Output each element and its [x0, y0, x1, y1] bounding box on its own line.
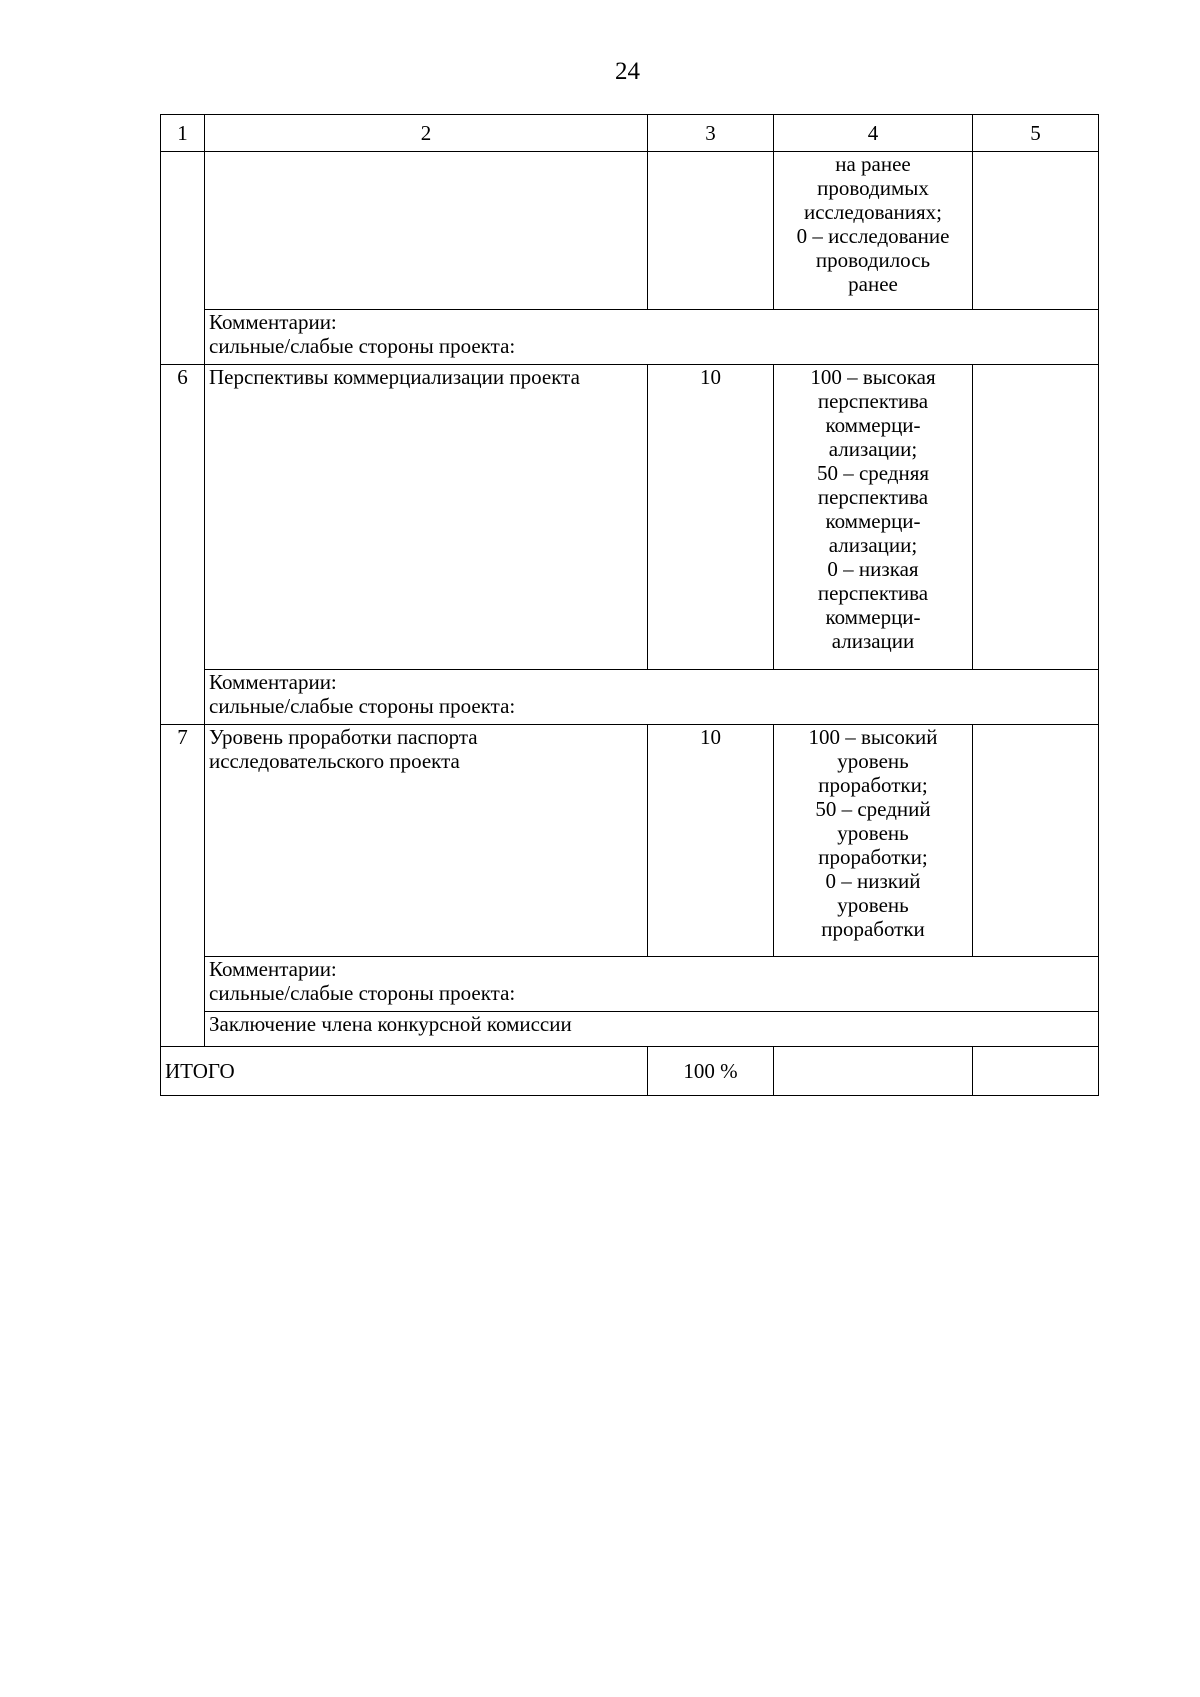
conclusion-cell[interactable]: Заключение члена конкурсной комиссии [205, 1012, 1099, 1047]
criterion-name-cell: Перспективы коммерциализации проекта [205, 365, 648, 670]
total-weight: 100 % [648, 1047, 774, 1096]
table-row [161, 725, 1099, 957]
comment-cell[interactable]: Комментарии: сильные/слабые стороны проекта: [205, 670, 1099, 725]
page-number: 24 [615, 58, 640, 85]
comment-row [161, 310, 1099, 365]
evaluation-table [160, 114, 1099, 1096]
total-score-cell[interactable] [973, 1047, 1099, 1096]
comment-cell[interactable]: Комментарии: сильные/слабые стороны проекта: [205, 310, 1099, 365]
comment-row [161, 957, 1099, 1012]
total-scale-cell [774, 1047, 973, 1096]
header-col-2: 2 [205, 115, 648, 152]
total-label: ИТОГО [161, 1047, 648, 1096]
table-header-row [161, 115, 1099, 152]
weight-cell: 10 [648, 365, 774, 670]
comment-row [161, 670, 1099, 725]
scale-cell: 100 – высокая перспектива коммерци- ализации; 50 – средняя перспектива коммерци- ализации; 0 – низкая перспектива коммерци- ализации [774, 365, 973, 670]
header-col-4: 4 [774, 115, 973, 152]
scale-cell: 100 – высокий уровень проработки; 50 – средний уровень проработки; 0 – низкий уровень проработки [774, 725, 973, 957]
weight-cell [648, 152, 774, 310]
table-row [161, 365, 1099, 670]
criterion-name-cell: Уровень проработки паспорта исследовательского проекта [205, 725, 648, 957]
score-cell[interactable] [973, 725, 1099, 957]
conclusion-row [161, 1012, 1099, 1047]
row-number-cell [161, 152, 205, 365]
score-cell[interactable] [973, 152, 1099, 310]
header-col-1: 1 [161, 115, 205, 152]
scale-cell: на ранее проводимых исследованиях; 0 – исследование проводилось ранее [774, 152, 973, 310]
score-cell[interactable] [973, 365, 1099, 670]
row-number-cell: 6 [161, 365, 205, 725]
row-number-cell: 7 [161, 725, 205, 1047]
header-col-3: 3 [648, 115, 774, 152]
total-row [161, 1047, 1099, 1096]
comment-cell[interactable]: Комментарии: сильные/слабые стороны проекта: [205, 957, 1099, 1012]
header-col-5: 5 [973, 115, 1099, 152]
weight-cell: 10 [648, 725, 774, 957]
table-row [161, 152, 1099, 310]
criterion-name-cell [205, 152, 648, 310]
